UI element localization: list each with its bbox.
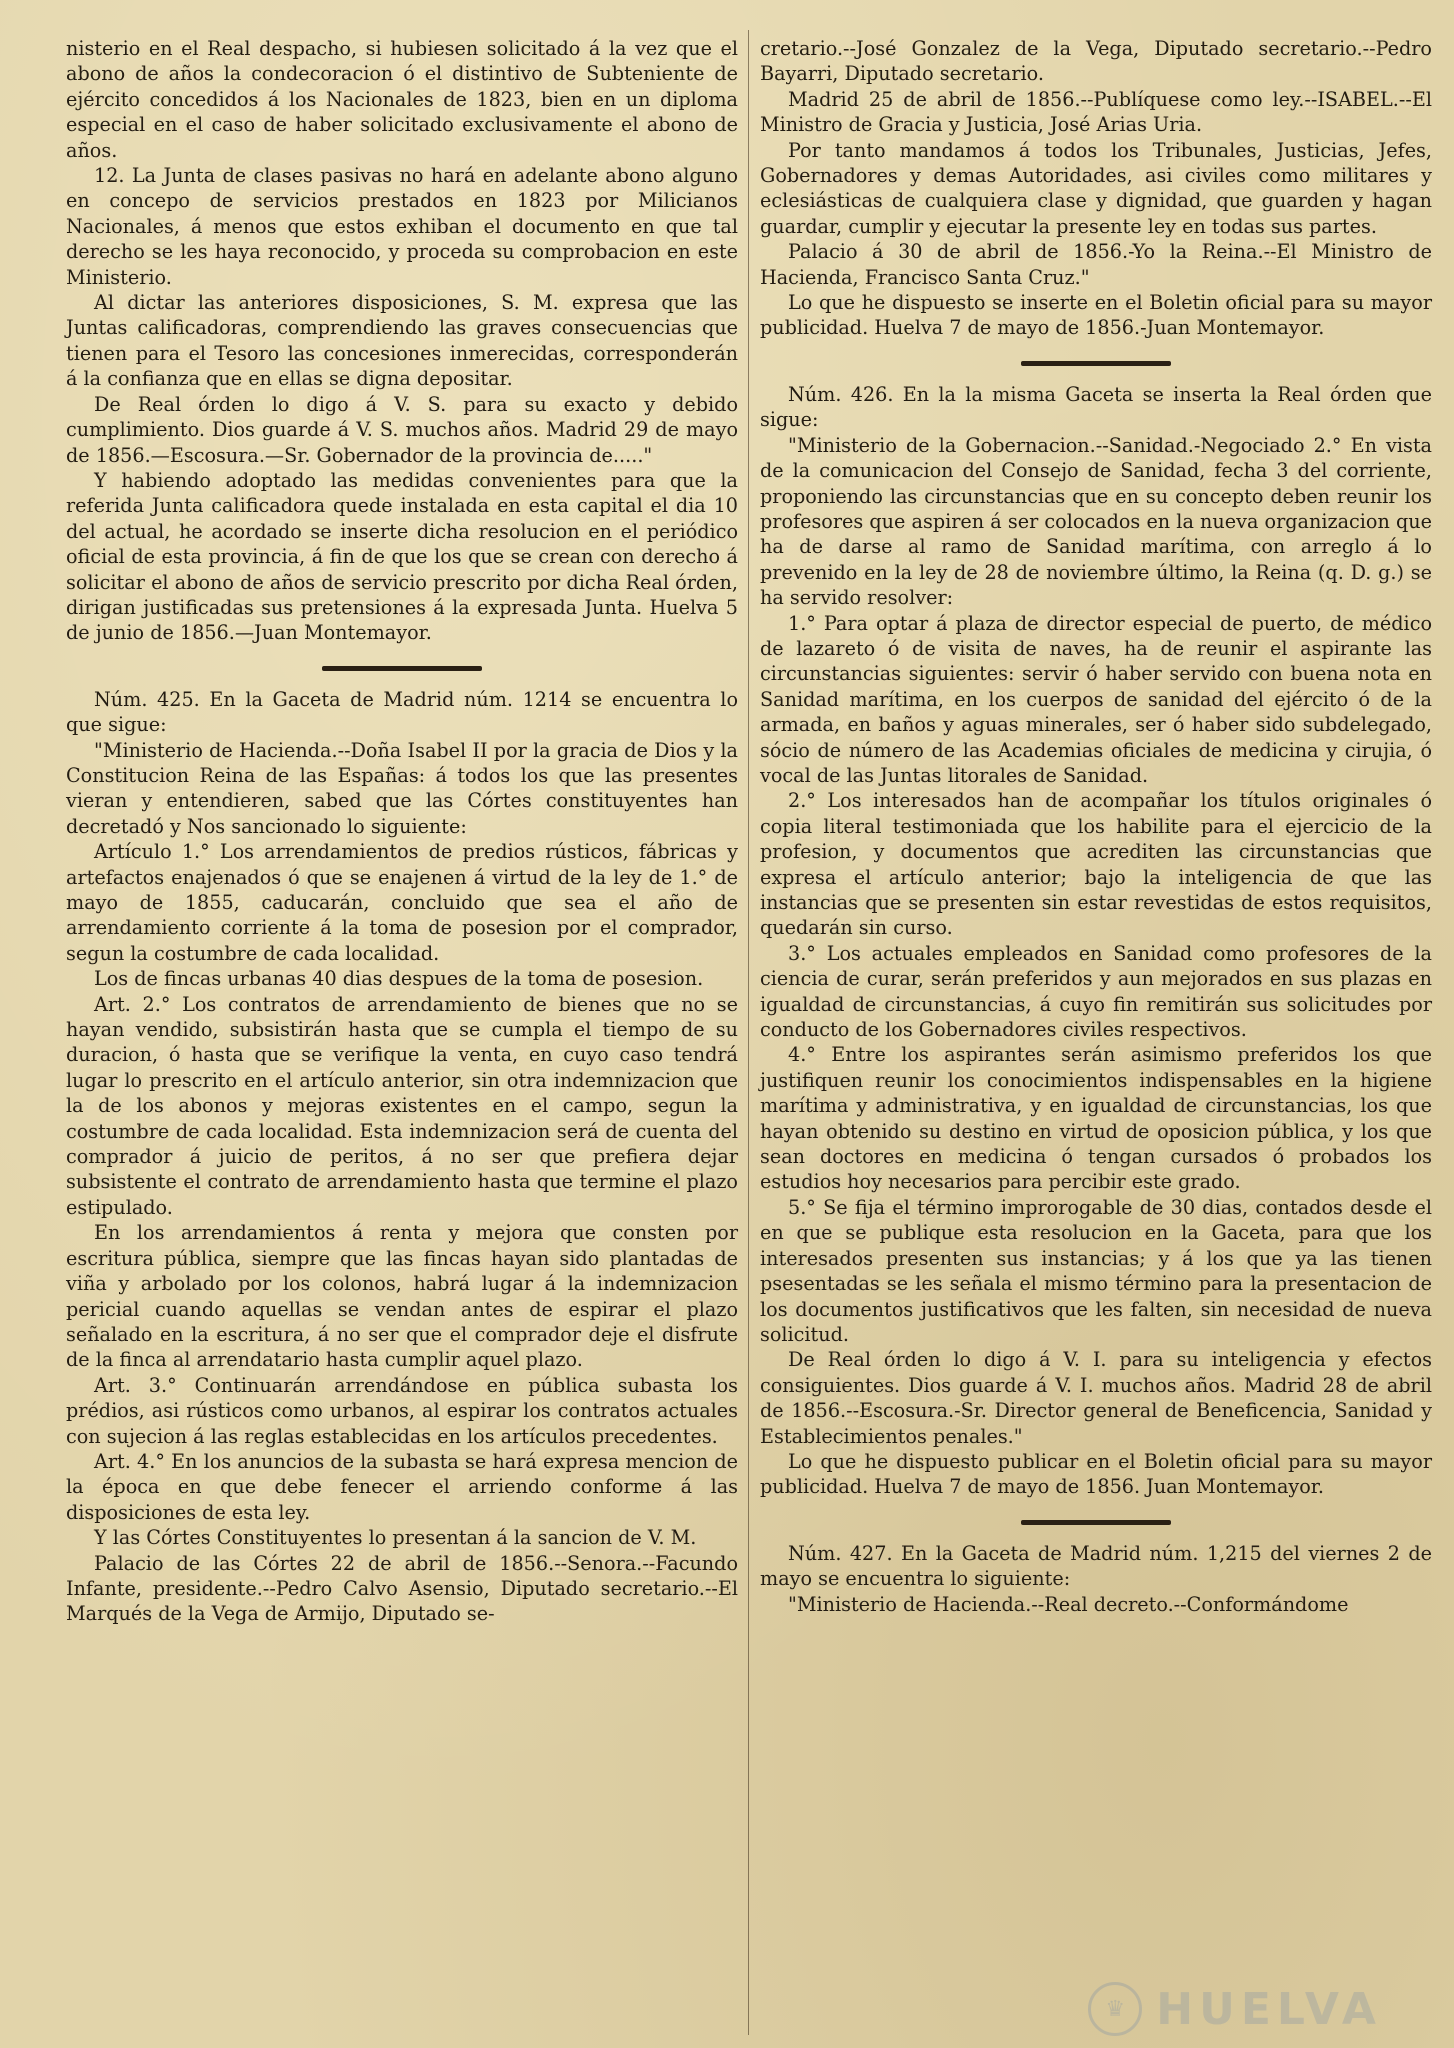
section-426-heading: Núm. 426. En la la misma Gaceta se inserta la Real órden que sigue: — [760, 382, 1432, 432]
section-425-heading: Núm. 425. En la Gaceta de Madrid núm. 1214 se encuentra lo que sigue: — [66, 687, 738, 737]
left-paragraph: nisterio en el Real despacho, si hubiesen solicitado á la vez que el abono de años la condecoracion ó el distintivo de Subteniente de ejército concedidos á los Nacionales de 1823, bien en un diploma especial en el caso de haber solicitado exclusivamente el abono de años. — [66, 37, 738, 162]
left-paragraph: 12. La Junta de clases pasivas no hará en adelante abono alguno en concepo de servicios prestados en 1823 por Milicianos Nacionales, á menos que estos exhiban el documento en que tal derecho se les haya reconocido, y proceda su comprobacion en este Ministerio. — [66, 164, 738, 289]
right-paragraph: cretario.--José Gonzalez de la Vega, Diputado secretario.--Pedro Bayarri, Diputado secretario. — [760, 37, 1432, 86]
right-paragraph: "Ministerio de Hacienda.--Real decreto.--Conformándome — [788, 1592, 1349, 1616]
right-paragraph: 3.° Los actuales empleados en Sanidad como profesores de la ciencia de curar, serán preferidos y aun mejorados en sus plazas en igualdad de circunstancias, á cuyo fin remitirán sus solicitudes por conducto de los Gobernadores civiles respectivos. — [760, 941, 1432, 1042]
left-column — [66, 36, 738, 1627]
left-paragraph: De Real órden lo digo á V. S. para su exacto y debido cumplimiento. Dios guarde á V. S. muchos años. Madrid 29 de mayo de 1856.—Escosura.—Sr. Gobernador de la provincia de....." — [66, 392, 738, 467]
section-427-heading: Núm. 427. En la Gaceta de Madrid núm. 1,215 del viernes 2 de mayo se encuentra lo siguiente: — [760, 1541, 1432, 1591]
left-paragraph: Los de fincas urbanas 40 dias despues de la toma de posesion. — [94, 967, 704, 991]
left-paragraph: Y las Córtes Constituyentes lo presentan á la sancion de V. M. — [94, 1526, 697, 1550]
right-paragraph: "Ministerio de la Gobernacion.--Sanidad.-Negociado 2.° En vista de la comunicacion del Consejo de Sanidad, fecha 3 del corriente, proponiendo las circunstancias que en su concepto deben reunir los profesores que aspiren á ser colocados en la nueva organizacion que ha de darse al ramo de Sanidad marítima, con arreglo á lo prevenido en la ley de 28 de noviembre último, la Reina (q. D. g.) se ha servido resolver: — [760, 433, 1432, 610]
right-paragraph: Palacio á 30 de abril de 1856.-Yo la Reina.--El Ministro de Hacienda, Francisco Santa Cruz." — [760, 240, 1432, 289]
right-paragraph: 1.° Para optar á plaza de director especial de puerto, de médico de lazareto ó de visita de naves, ha de reunir el aspirante las circunstancias siguientes: servir ó haber servido con buena nota en Sanidad marítima, en los cuerpos de sanidad del ejército ó de la armada, en baños y aguas minerales, ser ó haber sido subdelegado, sócio de número de las Academias oficiales de medicina y cirujia, ó vocal de las Juntas litorales de Sanidad. — [760, 611, 1432, 787]
right-paragraph: Madrid 25 de abril de 1856.--Publíquese como ley.--ISABEL.--El Ministro de Gracia y Justicia, José Arias Uria. — [760, 87, 1432, 137]
left-paragraph: Palacio de las Córtes 22 de abril de 1856.--Senora.--Facundo Infante, presidente.--Pedro Calvo Asensio, Diputado secretario.--El Marqués de la Vega de Armijo, Diputado se- — [66, 1551, 738, 1626]
right-paragraph: Lo que he dispuesto se inserte en el Boletin oficial para su mayor publicidad. Huelva 7 de mayo de 1856.-Juan Montemayor. — [760, 291, 1432, 340]
right-paragraph: 4.° Entre los aspirantes serán asimismo preferidos los que justifiquen reunir los conocimientos indispensables en la higiene marítima y administrativa, y en igualdad de circunstancias, los que hayan obtenido su destino en virtud de oposicion pública, y los que sean doctores en medicina ó tengan cursados ó probados los estudios hoy necesarios para percibir este grado. — [760, 1043, 1432, 1194]
watermark-text: HUELVA — [1156, 1983, 1382, 2035]
left-paragraph: Art. 3.° Continuarán arrendándose en pública subasta los prédios, asi rústicos como urbanos, al espirar los contratos actuales con sujecion á las reglas establecidas en los artículos precedentes. — [66, 1373, 738, 1448]
right-paragraph: 5.° Se fija el término improrogable de 30 dias, contados desde el en que se publique esta resolucion en la Gaceta, para que los interesados presenten sus instancias; y á los que ya las tienen psesentadas se les señala el mismo término para la presentacion de los documentos justificativos que les falten, sin necesidad de nueva solicitud. — [760, 1195, 1432, 1346]
left-paragraph: Art. 2.° Los contratos de arrendamiento de bienes que no se hayan vendido, subsistirán hasta que se cumpla el tiempo de su duracion, ó hasta que se verifique la venta, en cuyo caso tendrá lugar lo prescrito en el artículo anterior, sin otra indemnizacion que la de los abonos y mejoras existentes en el campo, segun la costumbre de cada localidad. Esta indemnizacion será de cuenta del comprador á juicio de peritos, á no ser que prefiera dejar subsistente el contrato de arrendamiento hasta que termine el plazo estipulado. — [66, 992, 738, 1219]
archive-watermark — [1088, 1982, 1382, 2036]
left-paragraph: En los arrendamientos á renta y mejora que consten por escritura pública, siempre que las fincas hayan sido plantadas de viña y arbolado por los colonos, habrá lugar á la indemnizacion pericial cuando aquellas se vendan antes de espirar el plazo señalado en la escritura, á no ser que el comprador deje el disfrute de la finca al arrendatario hasta cumplir aquel plazo. — [66, 1221, 738, 1372]
left-paragraph: "Ministerio de Hacienda.--Doña Isabel II por la gracia de Dios y la Constitucion Reina de las Españas: á todos los que las presentes vieran y entendieren, sabed que las Córtes constituyentes han decretadó y Nos sancionado lo siguiente: — [66, 738, 738, 838]
section-divider — [1021, 361, 1171, 366]
column-divider — [748, 30, 749, 2035]
left-paragraph: Al dictar las anteriores disposiciones, S. M. expresa que las Juntas calificadoras, comprendiendo las graves consecuencias que tienen para el Tesoro las concesiones inmerecidas, corresponderán á la confianza que en ellas se digna depositar. — [66, 291, 738, 391]
left-paragraph: Artículo 1.° Los arrendamientos de predios rústicos, fábricas y artefactos enajenados ó que se enajenen á virtud de la ley de 1.° de mayo de 1855, caducarán, concluido que sea el año de arrendamiento corriente á la toma de posesion por el comprador, segun la costumbre de cada localidad. — [66, 840, 738, 965]
left-paragraph: Art. 4.° En los anuncios de la subasta se hará expresa mencion de la época en que debe fenecer el arriendo conforme á las disposiciones de esta ley. — [66, 1449, 738, 1524]
right-paragraph: 2.° Los interesados han de acompañar los títulos originales ó copia literal testimoniada que los habilite para el ejercicio de la profesion, y documentos que acrediten las circunstancias que expresa el artículo anterior; bajo la inteligencia de que las instancias que se presenten sin estar revestidas de estos requisitos, quedarán sin curso. — [760, 789, 1432, 940]
section-divider — [322, 666, 482, 671]
seal-icon: ♛ — [1088, 1982, 1142, 2036]
right-paragraph: De Real órden lo digo á V. I. para su inteligencia y efectos consiguientes. Dios guarde á V. I. muchos años. Madrid 28 de abril de 1856.--Escosura.-Sr. Director general de Beneficencia, Sanidad y Establecimientos penales." — [760, 1348, 1432, 1448]
right-paragraph: Lo que he dispuesto publicar en el Boletin oficial para su mayor publicidad. Huelva 7 de mayo de 1856. Juan Montemayor. — [760, 1449, 1432, 1499]
section-divider — [1021, 1520, 1171, 1525]
left-paragraph: Y habiendo adoptado las medidas convenientes para que la referida Junta calificadora quede instalada en esta capital el dia 10 del actual, he acordado se inserte dicha resolucion en el periódico oficial de esta provincia, á fin de que los que se crean con derecho á solicitar el abono de años de servicio prescrito por dicha Real órden, dirigan justificadas sus pretensiones á la expresada Junta. Huelva 5 de junio de 1856.—Juan Montemayor. — [66, 468, 738, 645]
right-paragraph: Por tanto mandamos á todos los Tribunales, Justicias, Jefes, Gobernadores y demas Autoridades, asi civiles como militares y eclesiásticas de cualquiera clase y dignidad, que guarden y hagan guardar, cumplir y ejecutar la presente ley en todas sus partes. — [760, 138, 1432, 238]
right-column — [760, 36, 1432, 1617]
